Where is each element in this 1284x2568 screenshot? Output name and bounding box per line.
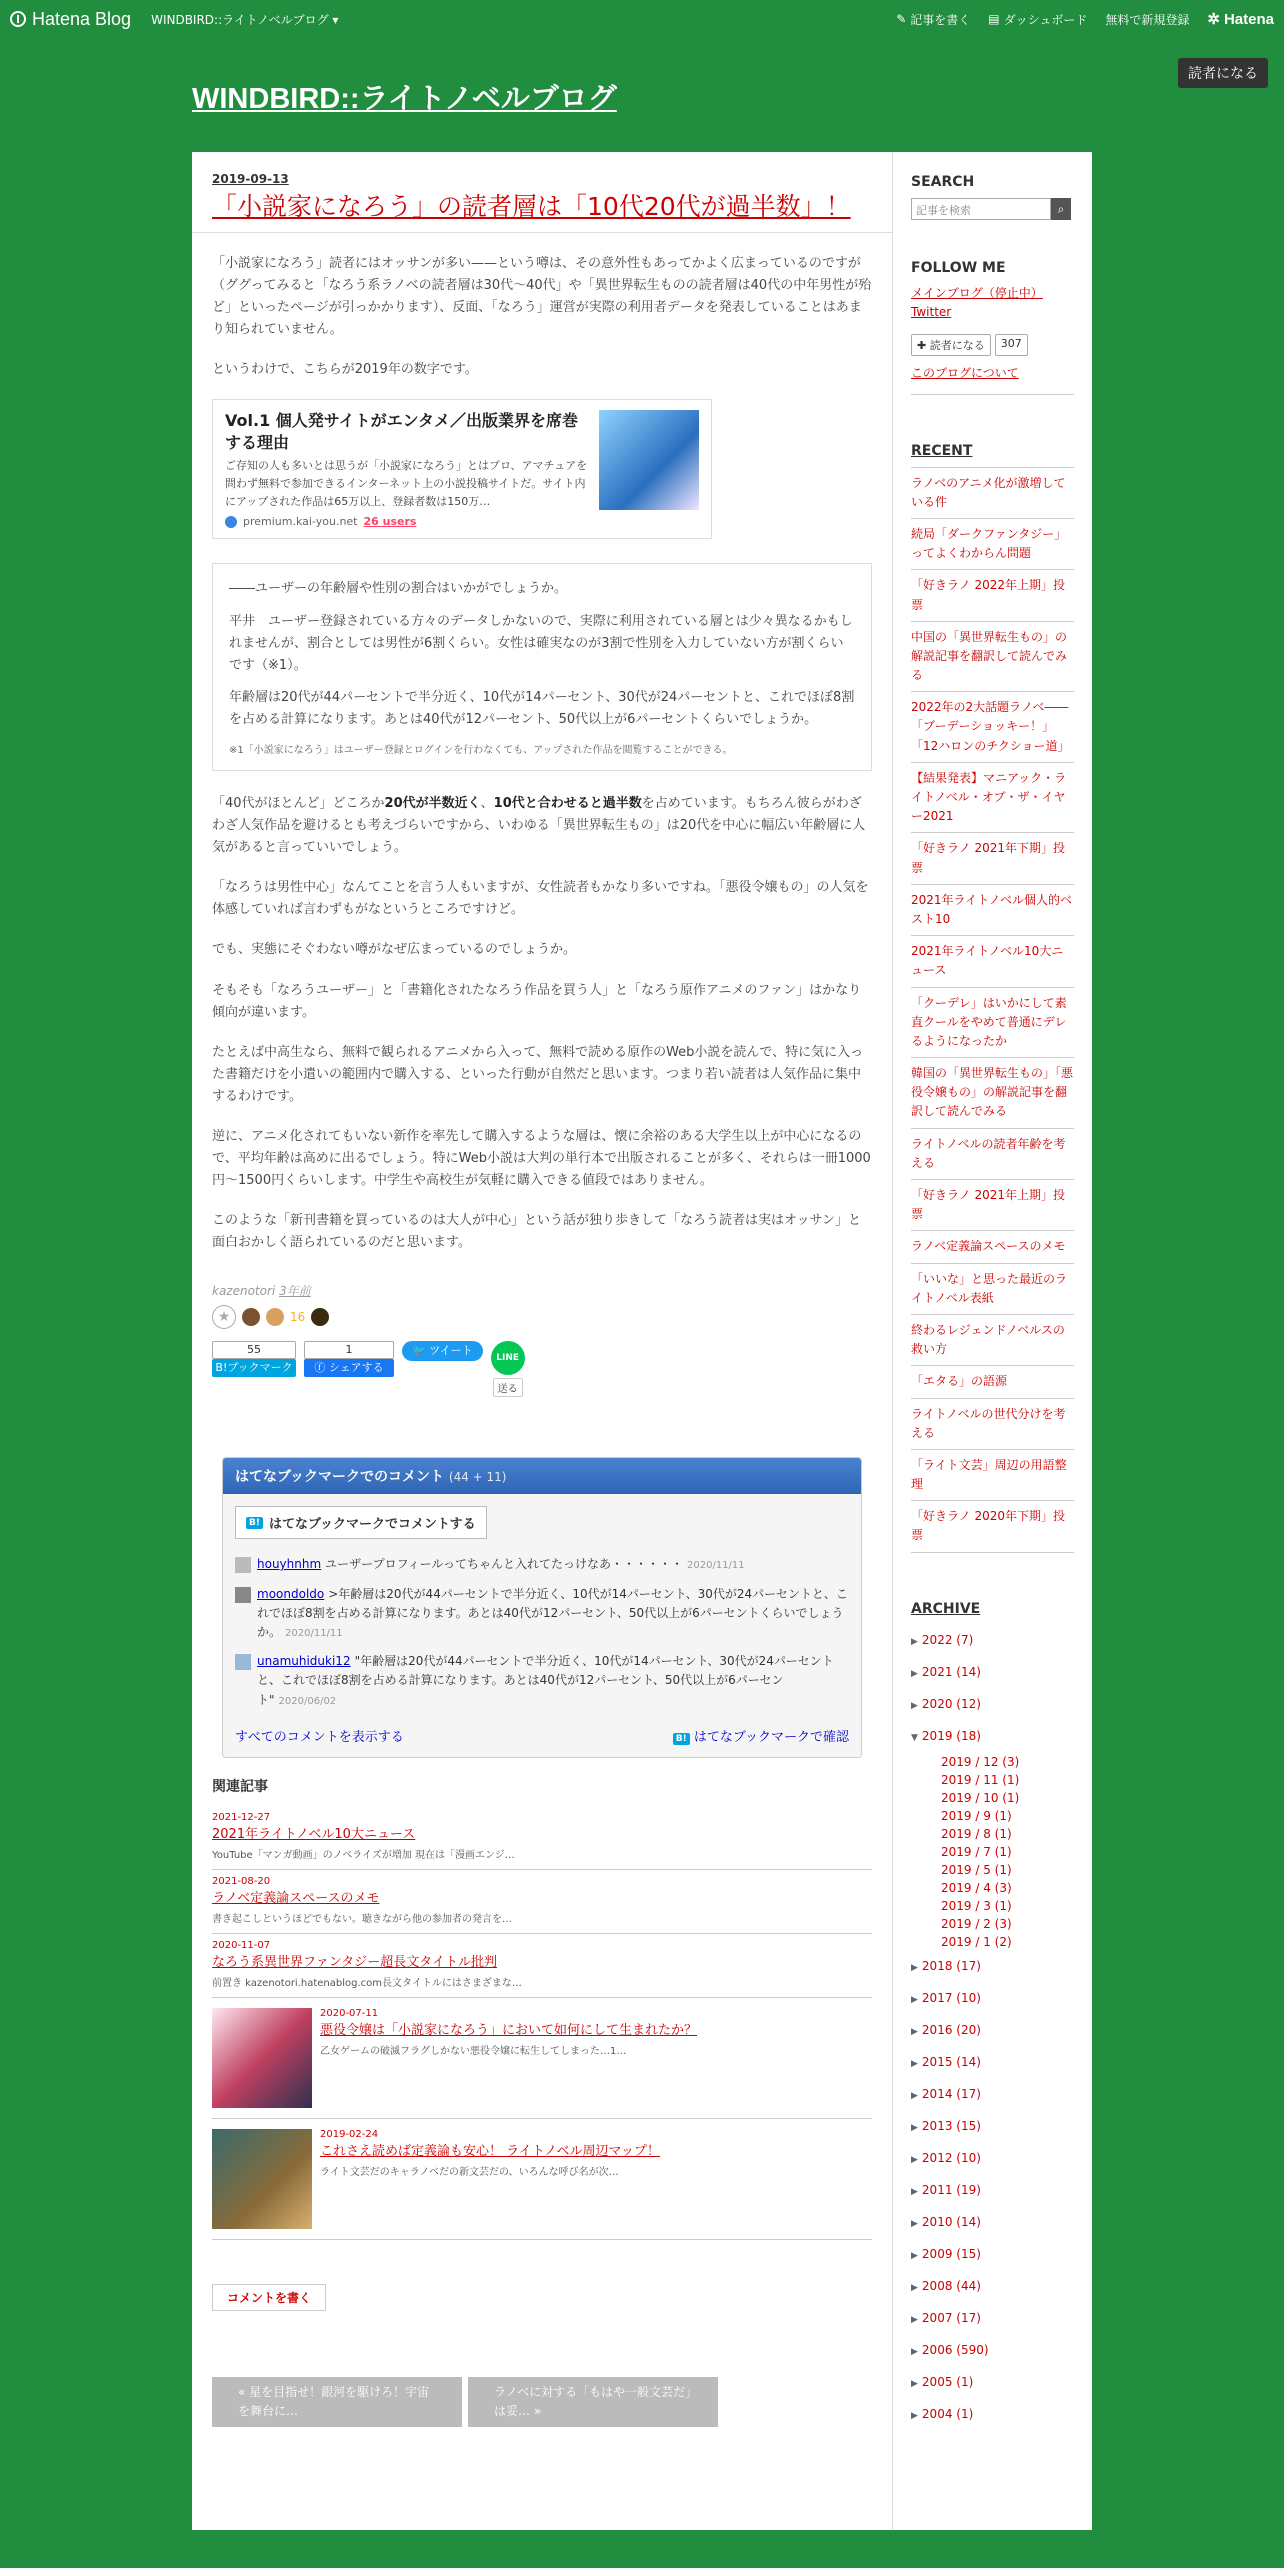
subscribe-widget <box>911 334 1074 356</box>
entry-time[interactable]: 3年前 <box>279 1284 311 1299</box>
archive-year[interactable] <box>911 1951 1074 1983</box>
about-blog-link[interactable]: このブログについて <box>911 366 1019 381</box>
archive-year[interactable] <box>911 1625 1074 1657</box>
archive-month-link[interactable]: 2019 / 8 (1) <box>941 1826 1012 1841</box>
related-entry[interactable]: 2019-02-24 これさえ読めば定義論も安心！ ライトノベル周辺マップ！ ライト文芸だのキャラノベだの新文芸だの、いろんな呼び名が次… <box>212 2119 872 2240</box>
search-input[interactable]: 記事を検索 <box>911 198 1051 220</box>
recent-entry-item[interactable] <box>911 763 1074 834</box>
related-thumbnail[interactable] <box>212 2129 312 2229</box>
hatena-asterisk-icon: ✲ <box>1207 11 1220 28</box>
recent-entry-item[interactable] <box>911 1058 1074 1129</box>
twitter-icon: 🐦 <box>412 1344 430 1358</box>
recent-entry-link[interactable]: 2021年ライトノベル個人的ベスト10 <box>911 892 1072 926</box>
search-form <box>911 198 1074 220</box>
embed-description: ご存知の人も多いとは思うが「小説家になろう」とはプロ、アマチュアを問わず無料で参加できるインターネット上の小説投稿サイトだ。サイト内にアップされた作品は65万以上、登録者数は150万… <box>225 459 588 508</box>
triangle-right-icon[interactable]: ▶ <box>911 2186 918 2197</box>
entry-paragraph: このような「新刊書籍を買っているのは大人が中心」という話が独り歩きして「なろう読者は実はオッサン」と面白おかしく語られているのだと思います。 <box>212 1213 861 1251</box>
embed-card[interactable] <box>212 399 712 539</box>
recent-entry-item[interactable] <box>911 519 1074 570</box>
triangle-right-icon[interactable]: ▶ <box>911 1962 918 1973</box>
triangle-right-icon[interactable]: ▶ <box>911 1700 918 1711</box>
triangle-down-icon[interactable]: ▼ <box>911 1732 918 1743</box>
archive-year-link[interactable]: 2013 (15) <box>921 2118 981 2133</box>
embed-source: premium.kai-you.net <box>243 515 358 529</box>
triangle-right-icon[interactable]: ▶ <box>911 2250 918 2261</box>
related-entry[interactable]: 2020-07-11 悪役令嬢は「小説家になろう」において如何にして生まれたか？ 乙女ゲームの破滅フラグしかない悪役令嬢に転生してしまった…1… <box>212 1998 872 2119</box>
hatena-blog-logo[interactable]: Hatena Blog <box>10 9 131 30</box>
recent-entry-item[interactable] <box>911 885 1074 936</box>
recent-entry-link[interactable]: 「ライト文芸」周辺の用語整理 <box>911 1457 1067 1492</box>
recent-entry-link[interactable]: 「好きラノ 2021年上期」投票 <box>911 1188 1065 1222</box>
recent-entry-link[interactable]: ライトノベルの世代分けを考える <box>911 1406 1066 1440</box>
prev-entry-link[interactable]: « 星を目指せ！銀河を駆けろ！宇宙を舞台に… <box>212 2377 462 2427</box>
entry-paragraph: 逆に、アニメ化されてもいない新作を率先して購入するような層は、懐に余裕のある大学生以上が中心になるので、平均年齢は高めに出るでしょう。特にWeb小説は大判の単行本で出版されることが多く、それらは一冊1000円〜1500円くらいします。中学生や高校生が気軽に購入できる値段ではありません。 <box>212 1129 871 1189</box>
recent-entry-item[interactable] <box>911 833 1074 884</box>
recent-entry-link[interactable]: 中国の「異世界転生もの」の解説記事を翻訳して読んでみる <box>911 629 1068 683</box>
archive-year-link[interactable]: 2016 (20) <box>921 2022 981 2037</box>
archive-month-link[interactable]: 2019 / 9 (1) <box>941 1808 1012 1823</box>
facebook-share-button[interactable]: ⓕ シェアする <box>304 1359 394 1377</box>
related-heading: 関連記事 <box>212 1778 268 1795</box>
entry-paragraph: でも、実態にそぐわない噂がなぜ広まっているのでしょうか。 <box>212 942 577 958</box>
recent-entry-item[interactable] <box>911 570 1074 621</box>
bookmark-confirm-link[interactable]: はてなブックマークで確認 <box>693 1729 849 1745</box>
bookmark-comment: houyhnhm ユーザープロフィールってちゃんと入れてたっけなあ・・・・・・ 2020/11/11 <box>235 1555 849 1574</box>
archive-month[interactable] <box>941 1879 1074 1897</box>
recent-entry-item[interactable] <box>911 988 1074 1059</box>
triangle-right-icon[interactable]: ▶ <box>911 1668 918 1679</box>
blog-container <box>192 152 1092 2530</box>
entry-author[interactable]: kazenotori <box>212 1284 276 1299</box>
follow-heading: FOLLOW ME <box>911 260 1006 276</box>
recent-entry-link[interactable]: 韓国の「異世界転生もの」「悪役令嬢もの」の解説記事を翻訳して読んでみる <box>911 1066 1074 1119</box>
line-send-button[interactable]: 送る <box>493 1378 523 1397</box>
all-comments-link[interactable]: すべてのコメントを表示する <box>235 1729 404 1745</box>
hatena-logo-icon <box>10 11 26 27</box>
entry-paragraph: というわけで、こちらが2019年の数字です。 <box>212 362 478 378</box>
user-avatar[interactable] <box>235 1557 251 1573</box>
archive-month-link[interactable]: 2019 / 7 (1) <box>941 1844 1012 1859</box>
archive-year[interactable] <box>911 1721 1074 1753</box>
facebook-share[interactable] <box>304 1341 394 1377</box>
recent-entry-link[interactable]: 「好きラノ 2020年下期」投票 <box>911 1509 1065 1543</box>
triangle-right-icon[interactable]: ▶ <box>911 2346 918 2357</box>
archive-month-link[interactable]: 2019 / 1 (2) <box>941 1934 1012 1949</box>
related-entry[interactable]: 2021-12-27 2021年ライトノベル10大ニュース YouTube「マンガ動画」のノベライズが増加 現在は「漫画エンジ… <box>212 1806 872 1870</box>
archive-year[interactable] <box>911 2175 1074 2207</box>
recent-entry-link[interactable]: 「いいな」と思った最近のライトノベル表紙 <box>911 1271 1068 1305</box>
triangle-right-icon[interactable]: ▶ <box>911 1994 918 2005</box>
archive-year[interactable] <box>911 2239 1074 2271</box>
archive-list <box>911 1625 1074 2431</box>
archive-month-link[interactable]: 2019 / 10 (1) <box>941 1790 1020 1805</box>
hatena-topbar <box>0 0 1284 38</box>
recent-entry-link[interactable]: ライトノベルの読者年齢を考える <box>911 1136 1066 1170</box>
archive-year[interactable] <box>911 2303 1074 2335</box>
next-entry-link[interactable]: ラノベに対する「もはや一般文芸だ」は妥… » <box>468 2377 718 2427</box>
related-thumbnail[interactable] <box>212 2008 312 2108</box>
archive-year-link[interactable]: 2020 (12) <box>921 1696 981 1711</box>
star-count[interactable]: 16 <box>290 1310 306 1325</box>
bookmark-comment-write-button[interactable]: B! はてなブックマークでコメントする <box>235 1506 487 1539</box>
archive-month-link[interactable]: 2019 / 4 (3) <box>941 1880 1012 1895</box>
embed-title[interactable]: Vol.1 個人発サイトがエンタメ／出版業界を席巻する理由 <box>225 411 579 452</box>
add-star-button[interactable]: ★ <box>212 1305 236 1329</box>
archive-year-link[interactable]: 2005 (1) <box>921 2374 974 2389</box>
archive-month[interactable] <box>941 1789 1074 1807</box>
recent-entry-link[interactable]: 【結果発表】マニアック・ライトノベル・オブ・ザ・イヤー2021 <box>911 770 1067 824</box>
triangle-right-icon[interactable]: ▶ <box>911 1636 918 1647</box>
archive-month-link[interactable]: 2019 / 12 (3) <box>941 1754 1020 1769</box>
archive-month[interactable] <box>941 1915 1074 1933</box>
archive-year[interactable] <box>911 1689 1074 1721</box>
recent-entry-link[interactable]: 「エタる」の語源 <box>911 1374 1008 1389</box>
line-icon[interactable]: LINE <box>491 1341 525 1375</box>
archive-month[interactable] <box>941 1861 1074 1879</box>
triangle-right-icon[interactable]: ▶ <box>911 2378 918 2389</box>
user-avatar[interactable] <box>235 1654 251 1670</box>
search-icon[interactable]: ⌕ <box>1051 198 1071 220</box>
recent-entry-item[interactable] <box>911 936 1074 987</box>
recent-entry-link[interactable]: 2022年の2大話題ラノベ――「ブーデーショッキー！」「12ハロンのチクショー道」 <box>911 700 1070 753</box>
bookmark-count[interactable]: 55 <box>212 1341 296 1359</box>
quote-line: 年齢層は20代が44パーセントで半分近く、10代が14パーセント、30代が24パーセントと、これでほぼ8割を占める計算になります。あとは40代が12パーセント、50代以上が6パーセントくらいでしょうか。 <box>229 689 855 727</box>
facebook-icon: ⓕ <box>314 1361 329 1375</box>
related-entry[interactable]: 2021-08-20 ラノベ定義論スペースのメモ 書き起こしというほどでもない。聴きながら他の参加者の発言を… <box>212 1870 872 1934</box>
archive-month[interactable] <box>941 1897 1074 1915</box>
entry-title[interactable]: 「小説家になろう」の読者層は「10代20代が過半数」！ <box>212 192 851 221</box>
twitter-link[interactable]: Twitter <box>911 305 952 320</box>
recent-entry-item[interactable] <box>911 692 1074 763</box>
recent-entry-item[interactable] <box>911 468 1074 519</box>
dashboard-icon: ▤ <box>988 12 1000 26</box>
entry-paragraph: 「小説家になろう」読者にはオッサンが多い——という噂は、その意外性もあってかよく広まっているのですが（ググってみると「なろう系ラノベの読者層は30代～40代」や「異世界転生ものの読者層は40代の中年男性が殆ど」といったページが引っかかります）、反面、「なろう」運営が実際の利用者データを発表していることはあまり知られていません。 <box>212 255 872 338</box>
recent-entry-link[interactable]: ラノベ定義論スペースのメモ <box>911 1239 1066 1254</box>
share-buttons <box>212 1341 872 1397</box>
archive-year-link[interactable]: 2021 (14) <box>921 1664 981 1679</box>
sidebar-divider <box>911 394 1074 395</box>
write-entry-link[interactable]: ✎ 記事を書く <box>896 12 971 27</box>
bookmark-comment: unamuhiduki12 "年齢層は20代が44パーセントで半分近く、10代が14パーセント、30代が24パーセントと、これでほぼ8割を占める計算になります。あとは40代が12パーセント、50代以上が6パーセント" 2020/06/02 <box>235 1652 849 1710</box>
archive-month[interactable] <box>941 1807 1074 1825</box>
hatena-stars <box>212 1305 872 1329</box>
recent-entry-link[interactable]: 「好きラノ 2021年下期」投票 <box>911 841 1065 875</box>
archive-year-link[interactable]: 2014 (17) <box>921 2086 981 2101</box>
entry-paragraph: そもそも「なろうユーザー」と「書籍化されたなろう作品を買う人」と「なろう原作アニメのファン」はかなり傾向が違います。 <box>212 982 862 1020</box>
facebook-count[interactable]: 1 <box>304 1341 394 1359</box>
hatena-bookmark-share[interactable] <box>212 1341 296 1377</box>
archive-year[interactable] <box>911 2207 1074 2239</box>
embed-thumbnail <box>599 410 699 510</box>
sidebar <box>892 152 1092 2530</box>
site-favicon-icon <box>225 516 237 528</box>
tweet-button[interactable]: 🐦 ツイート <box>402 1341 483 1361</box>
triangle-right-icon[interactable]: ▶ <box>911 2090 918 2101</box>
blockquote <box>212 563 872 771</box>
star-user-avatar[interactable] <box>266 1308 284 1326</box>
blog-title[interactable]: WINDBIRD::ライトノベルブログ <box>192 83 617 115</box>
star-user-avatar[interactable] <box>242 1308 260 1326</box>
archive-year[interactable] <box>911 2079 1074 2111</box>
recent-entry-item[interactable] <box>911 1129 1074 1180</box>
archive-year-link[interactable]: 2022 (7) <box>921 1632 974 1647</box>
entry-paragraph: たとえば中高生なら、無料で観られるアニメから入って、無料で読める原作のWeb小説を読んで、特に気に入った書籍だけを小遣いの範囲内で購入する、といった行動が自然だと思います。つまり若い読者は人気作品に集中するわけです。 <box>212 1044 864 1104</box>
triangle-right-icon[interactable]: ▶ <box>911 2122 918 2133</box>
blog-menu[interactable]: WINDBIRD::ライトノベルブログ ▾ <box>151 12 339 27</box>
recent-entry-item[interactable] <box>911 1450 1074 1501</box>
recent-entry-item[interactable] <box>911 1231 1074 1263</box>
archive-month[interactable] <box>941 1843 1074 1861</box>
entry-date[interactable]: 2019-09-13 <box>212 172 289 186</box>
triangle-right-icon[interactable]: ▶ <box>911 2154 918 2165</box>
dashboard-link[interactable]: ▤ ダッシュボード <box>988 12 1088 27</box>
recent-entry-item[interactable] <box>911 1264 1074 1315</box>
related-entry[interactable]: 2020-11-07 なろう系異世界ファンタジー超長文タイトル批判 前置き kazenotori.hatenablog.com長文タイトルにはさまざまな… <box>212 1934 872 1998</box>
recent-entry-link[interactable]: 「クーデレ」はいかにして素直クールをやめて普通にデレるようになったか <box>911 995 1067 1048</box>
archive-year-link[interactable]: 2009 (15) <box>921 2246 981 2261</box>
recent-entry-link[interactable]: 終わるレジェンドノベルスの救い方 <box>911 1322 1065 1357</box>
triangle-right-icon[interactable]: ▶ <box>911 2282 918 2293</box>
quote-line: 平井 ユーザー登録されている方々のデータしかないので、実際に利用されている層とは少々異なるかもしれませんが、割合としては男性が6割くらい。女性は確実なのが3割で性別を入力していない方が割くらいです（※1）。 <box>229 613 853 673</box>
hatena-bookmark-icon: B! <box>246 1517 263 1529</box>
archive-year-link[interactable]: 2017 (10) <box>921 1990 981 2005</box>
archive-year-link[interactable]: 2015 (14) <box>921 2054 981 2069</box>
archive-year[interactable] <box>911 1657 1074 1689</box>
bookmark-button[interactable]: B!ブックマーク <box>212 1359 296 1377</box>
archive-year[interactable] <box>911 2367 1074 2399</box>
recent-entry-item[interactable] <box>911 1399 1074 1450</box>
recent-entry-item[interactable] <box>911 1501 1074 1552</box>
main-column <box>192 152 892 2447</box>
quote-note: ※1「小説家になろう」はユーザー登録とログインを行わなくても、アップされた作品を閲覧することができる。 <box>229 744 733 756</box>
archive-year[interactable] <box>911 1983 1074 2015</box>
subscribe-button-top[interactable]: 読者になる <box>1178 58 1268 88</box>
recent-entry-item[interactable] <box>911 1315 1074 1366</box>
archive-year-link[interactable]: 2018 (17) <box>921 1958 981 1973</box>
archive-year[interactable] <box>911 2143 1074 2175</box>
user-avatar[interactable] <box>235 1587 251 1603</box>
recent-list <box>911 467 1074 1553</box>
archive-year[interactable] <box>911 2111 1074 2143</box>
pencil-icon: ✎ <box>896 12 907 26</box>
archive-month[interactable] <box>941 1771 1074 1789</box>
recent-entry-link[interactable]: 「好きラノ 2022年上期」投票 <box>911 578 1065 612</box>
archive-year-link[interactable]: 2007 (17) <box>921 2310 981 2325</box>
recent-entry-item[interactable] <box>911 622 1074 693</box>
archive-year[interactable] <box>911 2015 1074 2047</box>
archive-year-link[interactable]: 2019 (18) <box>921 1728 981 1743</box>
triangle-right-icon[interactable]: ▶ <box>911 2314 918 2325</box>
archive-months <box>911 1753 1074 1951</box>
archive-month[interactable] <box>941 1753 1074 1771</box>
bookmark-comments-module <box>222 1457 862 1757</box>
archive-month-link[interactable]: 2019 / 5 (1) <box>941 1862 1012 1877</box>
search-heading: SEARCH <box>911 174 975 190</box>
main-blog-link[interactable]: メインブログ（停止中） <box>911 286 1043 300</box>
archive-year-link[interactable]: 2008 (44) <box>921 2278 981 2293</box>
quote-line: ――ユーザーの年齢層や性別の割合はいかがでしょうか。 <box>229 581 568 597</box>
archive-year-link[interactable]: 2012 (10) <box>921 2150 981 2165</box>
triangle-right-icon[interactable]: ▶ <box>911 2218 918 2229</box>
archive-heading: ARCHIVE <box>911 1600 981 1617</box>
archive-year-link[interactable]: 2011 (19) <box>921 2182 981 2197</box>
recent-entry-link[interactable]: 続局「ダークファンタジー」ってよくわからん問題 <box>911 526 1067 561</box>
triangle-right-icon[interactable]: ▶ <box>911 2026 918 2037</box>
hatena-menu[interactable]: ✲ Hatena <box>1207 10 1274 28</box>
archive-year-link[interactable]: 2006 (590) <box>921 2342 989 2357</box>
subscribe-button[interactable]: ✚ 読者になる <box>911 334 991 356</box>
archive-month-link[interactable]: 2019 / 3 (1) <box>941 1898 1012 1913</box>
triangle-right-icon[interactable]: ▶ <box>911 2058 918 2069</box>
recent-heading: RECENT <box>911 442 973 459</box>
archive-year[interactable] <box>911 2271 1074 2303</box>
archive-year-link[interactable]: 2010 (14) <box>921 2214 981 2229</box>
entry-paragraph: 「なろうは男性中心」なんてことを言う人もいますが、女性読者もかなり多いですね。「悪役令嬢もの」の人気を体感していれば言わずもがなというところですけど。 <box>212 880 869 918</box>
bookmark-comments-header: はてなブックマークでのコメント (44 + 11) <box>223 1458 861 1494</box>
archive-month[interactable] <box>941 1933 1074 1951</box>
bookmark-comment: moondoldo >年齢層は20代が44パーセントで半分近く、10代が14パーセント、30代が24パーセントと、これでほぼ8割を占める計算になります。あとは40代が12パーセント、50代以上が6パーセントくらいでしょうか。 2020/11/11 <box>235 1585 849 1643</box>
embed-users-count[interactable]: 26 users <box>363 515 417 529</box>
recent-entry-link[interactable]: 2021年ライトノベル10大ニュース <box>911 944 1064 978</box>
recent-entry-link[interactable]: ラノベのアニメ化が激増している件 <box>911 475 1066 509</box>
line-share[interactable] <box>491 1341 525 1397</box>
star-user-avatar[interactable] <box>311 1308 329 1326</box>
recent-entry-item[interactable] <box>911 1180 1074 1231</box>
archive-year[interactable] <box>911 2047 1074 2079</box>
signup-link[interactable]: 無料で新規登録 <box>1105 12 1190 27</box>
entry-pager <box>212 2377 872 2427</box>
archive-year[interactable] <box>911 2335 1074 2367</box>
triangle-right-icon[interactable]: ▶ <box>911 2410 918 2421</box>
entry-paragraph: 「40代がほとんど」どころか20代が半数近く、10代と合わせると過半数を占めています。もちろん彼らがわざわざ人気作品を避けるとも考えづらいですから、いわゆる「異世界転生もの」は20代を中心に幅広い年齢層に人気があると言っていいでしょう。 <box>212 795 866 856</box>
archive-year[interactable] <box>911 2399 1074 2431</box>
write-comment-button[interactable]: コメントを書く <box>212 2284 326 2311</box>
archive-month-link[interactable]: 2019 / 2 (3) <box>941 1916 1012 1931</box>
archive-month[interactable] <box>941 1825 1074 1843</box>
archive-year-link[interactable]: 2004 (1) <box>921 2406 974 2421</box>
hatena-bookmark-icon: B! <box>673 1733 690 1745</box>
entry-meta <box>212 1282 872 1299</box>
title-divider <box>192 232 892 233</box>
subscriber-count[interactable]: 307 <box>995 334 1028 356</box>
recent-entry-item[interactable] <box>911 1366 1074 1398</box>
archive-month-link[interactable]: 2019 / 11 (1) <box>941 1772 1020 1787</box>
